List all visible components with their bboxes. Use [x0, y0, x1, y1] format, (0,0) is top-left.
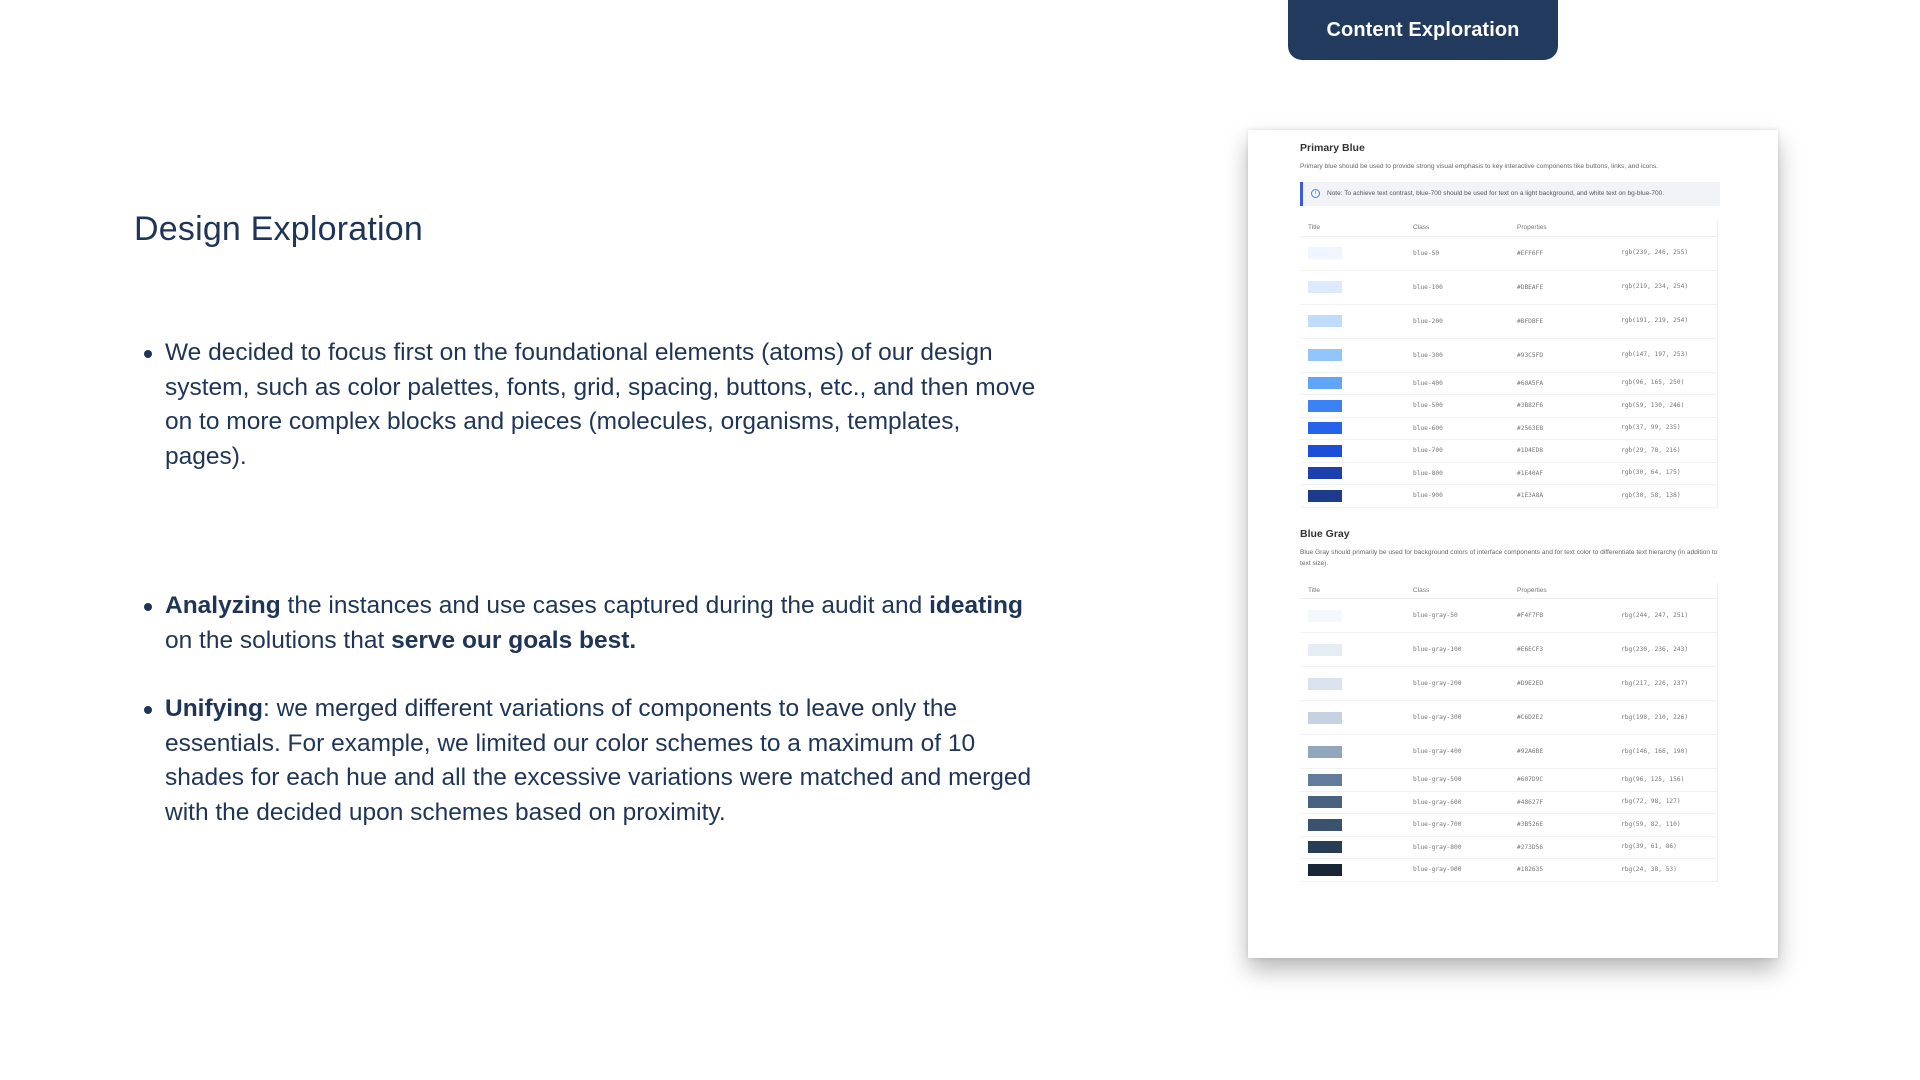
bullet-item-focus: [142, 336, 1042, 474]
color-swatch: [1308, 377, 1342, 389]
color-swatch: [1308, 864, 1342, 876]
color-swatch: [1308, 445, 1342, 457]
class-cell: blue-gray-100: [1405, 633, 1509, 667]
hex-cell: #182635: [1509, 859, 1613, 882]
swatch-cell: [1300, 701, 1405, 735]
bullet-text: We decided to focus first on the foundational elements (atoms) of our design system, such as color palettes, fonts, grid, spacing, buttons, etc., and then move on to more complex blocks and pieces (molecules, organisms, templates, pages).: [165, 339, 1036, 470]
table-row: [1300, 814, 1718, 837]
hex-cell: #2563EB: [1509, 417, 1613, 440]
class-cell: blue-gray-50: [1405, 599, 1509, 633]
swatch-cell: [1300, 236, 1405, 270]
class-cell: blue-gray-500: [1405, 769, 1509, 792]
hex-cell: #92A6BE: [1509, 735, 1613, 769]
hex-cell: #3B82F6: [1509, 395, 1613, 418]
section-description: Blue Gray should primarily be used for background colors of interface components and for text color to differentiate text hierarchy (in addition to text size).: [1300, 548, 1718, 567]
bullet-emphasis: Analyzing: [165, 592, 281, 619]
rgb-cell: rbg(96, 125, 156): [1613, 769, 1718, 792]
hex-cell: #607D9C: [1509, 769, 1613, 792]
class-cell: blue-gray-400: [1405, 735, 1509, 769]
table-row: [1300, 599, 1718, 633]
rgb-cell: rgb(30, 58, 138): [1613, 485, 1718, 508]
color-swatch: [1308, 712, 1342, 724]
color-swatch: [1308, 315, 1342, 327]
table-row: [1300, 395, 1718, 418]
color-swatch: [1308, 422, 1342, 434]
bullet-item-analyzing: [142, 589, 1042, 658]
swatch-cell: [1300, 791, 1405, 814]
table-row: [1300, 791, 1718, 814]
class-cell: blue-800: [1405, 462, 1509, 485]
swatch-cell: [1300, 633, 1405, 667]
color-swatch: [1308, 774, 1342, 786]
bullet-text: the instances and use cases captured during the audit and: [280, 592, 930, 619]
info-icon: i: [1311, 189, 1320, 198]
swatch-cell: [1300, 485, 1405, 508]
class-cell: blue-gray-200: [1405, 667, 1509, 701]
table-row: [1300, 462, 1718, 485]
color-swatch: [1308, 796, 1342, 808]
rgb-cell: rbg(198, 210, 226): [1613, 701, 1718, 735]
bullet-emphasis: Unifying: [165, 695, 263, 722]
swatch-cell: [1300, 372, 1405, 395]
swatch-cell: [1300, 735, 1405, 769]
class-cell: blue-50: [1405, 236, 1509, 270]
table-header: Class: [1405, 583, 1509, 599]
bullet-text: : we merged different variations of components to leave only the essentials. For example, we limited our color schemes to a maximum of 10 shades for each hue and all the excessive variations were matched and merged with the decided upon schemes based on proximity.: [165, 695, 1032, 826]
class-cell: blue-500: [1405, 395, 1509, 418]
swatch-cell: [1300, 395, 1405, 418]
hex-cell: #EFF6FF: [1509, 236, 1613, 270]
hex-cell: #DBEAFE: [1509, 270, 1613, 304]
page-title: Design Exploration: [134, 210, 423, 248]
swatch-cell: [1300, 599, 1405, 633]
swatch-cell: [1300, 270, 1405, 304]
class-cell: blue-100: [1405, 270, 1509, 304]
hex-cell: #BFDBFE: [1509, 304, 1613, 338]
hex-cell: #3B526E: [1509, 814, 1613, 837]
table-row: [1300, 485, 1718, 508]
table-row: [1300, 440, 1718, 463]
class-cell: blue-gray-900: [1405, 859, 1509, 882]
color-swatch: [1308, 841, 1342, 853]
blue-gray-table: [1300, 583, 1718, 882]
bullet-text: on the solutions that: [165, 626, 392, 654]
color-swatch: [1308, 400, 1342, 412]
color-swatch: [1308, 490, 1342, 502]
color-swatch: [1308, 610, 1342, 622]
rgb-cell: rgb(29, 78, 216): [1613, 440, 1718, 463]
swatch-cell: [1300, 814, 1405, 837]
class-cell: blue-gray-600: [1405, 791, 1509, 814]
table-row: [1300, 270, 1718, 304]
table-row: [1300, 735, 1718, 769]
note-text: Note: To achieve text contrast, blue-700 should be used for text on a light background, and white text on bg-blue-700.: [1327, 190, 1665, 197]
table-row: [1300, 338, 1718, 372]
rgb-cell: rbg(59, 82, 110): [1613, 814, 1718, 837]
swatch-cell: [1300, 667, 1405, 701]
rgb-cell: rgb(30, 64, 175): [1613, 462, 1718, 485]
rgb-cell: rbg(39, 61, 86): [1613, 836, 1718, 859]
hex-cell: #C6D2E2: [1509, 701, 1613, 735]
rgb-cell: rgb(147, 197, 253): [1613, 338, 1718, 372]
swatch-cell: [1300, 859, 1405, 882]
table-row: [1300, 859, 1718, 882]
table-header: [1613, 583, 1718, 599]
color-docs-screenshot: [1248, 130, 1778, 958]
swatch-cell: [1300, 440, 1405, 463]
section-title-blue-gray: Blue Gray: [1300, 527, 1350, 540]
bullet-emphasis: serve our goals best.: [391, 626, 637, 654]
table-row: [1300, 236, 1718, 270]
table-row: [1300, 769, 1718, 792]
hex-cell: #D9E2ED: [1509, 667, 1613, 701]
contrast-note: [1300, 182, 1720, 206]
hex-cell: #F4F7FB: [1509, 599, 1613, 633]
class-cell: blue-700: [1405, 440, 1509, 463]
table-header: Title: [1300, 583, 1405, 599]
rgb-cell: rgb(219, 234, 254): [1613, 270, 1718, 304]
table-row: [1300, 633, 1718, 667]
class-cell: blue-300: [1405, 338, 1509, 372]
swatch-cell: [1300, 304, 1405, 338]
class-cell: blue-600: [1405, 417, 1509, 440]
content-exploration-button[interactable]: Content Exploration: [1288, 0, 1558, 60]
class-cell: blue-400: [1405, 372, 1509, 395]
rgb-cell: rgb(37, 99, 235): [1613, 417, 1718, 440]
color-swatch: [1308, 467, 1342, 479]
color-swatch: [1308, 644, 1342, 656]
color-swatch: [1308, 281, 1342, 293]
rgb-cell: rgb(59, 130, 246): [1613, 395, 1718, 418]
class-cell: blue-gray-800: [1405, 836, 1509, 859]
hex-cell: #273D56: [1509, 836, 1613, 859]
table-header: Properties: [1509, 220, 1613, 236]
hex-cell: #1E3A8A: [1509, 485, 1613, 508]
rgb-cell: rbg(24, 38, 53): [1613, 859, 1718, 882]
swatch-cell: [1300, 769, 1405, 792]
swatch-cell: [1300, 462, 1405, 485]
color-swatch: [1308, 247, 1342, 259]
rgb-cell: rgb(96, 165, 250): [1613, 372, 1718, 395]
table-row: [1300, 417, 1718, 440]
table-row: [1300, 304, 1718, 338]
table-header: Class: [1405, 220, 1509, 236]
class-cell: blue-200: [1405, 304, 1509, 338]
rgb-cell: rbg(72, 98, 127): [1613, 791, 1718, 814]
hex-cell: #1D4ED8: [1509, 440, 1613, 463]
swatch-cell: [1300, 417, 1405, 440]
table-header: [1613, 220, 1718, 236]
hex-cell: #1E40AF: [1509, 462, 1613, 485]
hex-cell: #E6ECF3: [1509, 633, 1613, 667]
hex-cell: #60A5FA: [1509, 372, 1613, 395]
table-header: Title: [1300, 220, 1405, 236]
table-row: [1300, 701, 1718, 735]
section-description: Primary blue should be used to provide strong visual emphasis to key interactive components like buttons, links, and icons.: [1300, 163, 1659, 170]
bullet-item-unifying: [142, 692, 1042, 830]
rgb-cell: rbg(230, 236, 243): [1613, 633, 1718, 667]
color-swatch: [1308, 349, 1342, 361]
bullet-emphasis: ideating: [929, 592, 1023, 619]
class-cell: blue-gray-700: [1405, 814, 1509, 837]
swatch-cell: [1300, 338, 1405, 372]
swatch-cell: [1300, 836, 1405, 859]
class-cell: blue-900: [1405, 485, 1509, 508]
hex-cell: #93C5FD: [1509, 338, 1613, 372]
table-row: [1300, 667, 1718, 701]
color-swatch: [1308, 746, 1342, 758]
hex-cell: #48627F: [1509, 791, 1613, 814]
rgb-cell: rbg(244, 247, 251): [1613, 599, 1718, 633]
section-title-primary-blue: Primary Blue: [1300, 142, 1365, 154]
color-swatch: [1308, 678, 1342, 690]
class-cell: blue-gray-300: [1405, 701, 1509, 735]
primary-blue-table: [1300, 220, 1718, 508]
rgb-cell: rgb(239, 246, 255): [1613, 236, 1718, 270]
table-row: [1300, 372, 1718, 395]
rgb-cell: rbg(217, 226, 237): [1613, 667, 1718, 701]
rgb-cell: rbg(146, 166, 190): [1613, 735, 1718, 769]
rgb-cell: rgb(191, 219, 254): [1613, 304, 1718, 338]
table-row: [1300, 836, 1718, 859]
color-swatch: [1308, 819, 1342, 831]
table-header: Properties: [1509, 583, 1613, 599]
